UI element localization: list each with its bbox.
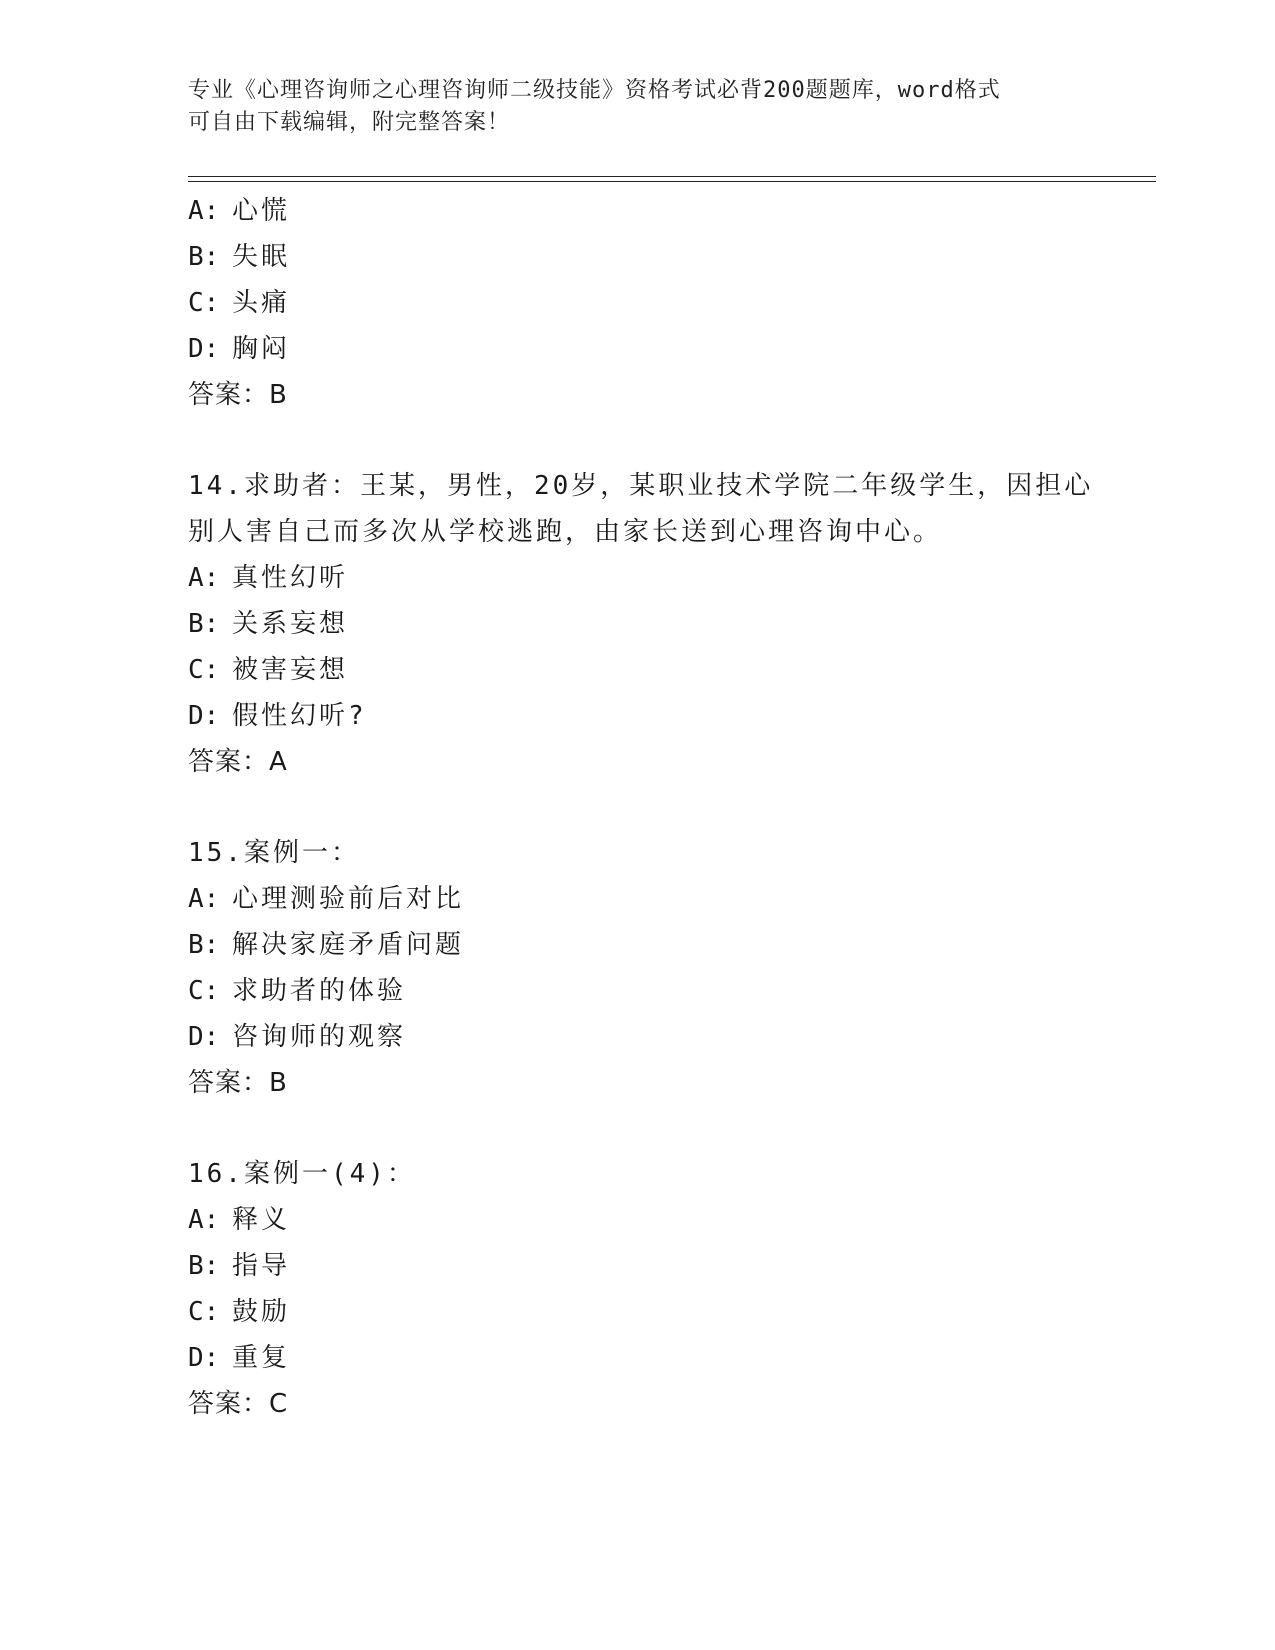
option-key: C: bbox=[188, 288, 220, 318]
option-text: 咨询师的观察 bbox=[232, 1022, 407, 1052]
option-key: D: bbox=[188, 1022, 220, 1052]
answer-line: 答案：C bbox=[188, 1389, 289, 1419]
option-text: 胸闷 bbox=[232, 334, 291, 364]
header-divider-bottom bbox=[188, 181, 1156, 182]
option-c bbox=[188, 280, 1128, 326]
option-text: 真性幻听 bbox=[232, 563, 349, 593]
option-text: 关系妄想 bbox=[232, 609, 349, 639]
option-c bbox=[188, 1289, 1128, 1335]
option-b bbox=[188, 1243, 1128, 1289]
option-text: 头痛 bbox=[232, 288, 291, 318]
option-key: B: bbox=[188, 930, 220, 960]
option-key: A: bbox=[188, 196, 220, 226]
option-text: 假性幻听? bbox=[232, 701, 367, 731]
option-text: 求助者的体验 bbox=[232, 976, 407, 1006]
option-text: 失眠 bbox=[232, 242, 291, 272]
question-stem-line-1: 15.案例一： bbox=[188, 838, 360, 868]
option-text: 鼓励 bbox=[232, 1297, 291, 1327]
question-15 bbox=[188, 830, 1128, 1106]
answer-line: 答案：A bbox=[188, 747, 288, 777]
option-a bbox=[188, 555, 1128, 601]
option-key: B: bbox=[188, 609, 220, 639]
option-key: C: bbox=[188, 655, 220, 685]
option-key: D: bbox=[188, 334, 220, 364]
option-a bbox=[188, 188, 1128, 234]
option-key: B: bbox=[188, 1251, 220, 1281]
option-key: D: bbox=[188, 1343, 220, 1373]
option-text: 心慌 bbox=[232, 196, 291, 226]
option-a bbox=[188, 876, 1128, 922]
option-key: A: bbox=[188, 884, 220, 914]
document-header bbox=[188, 75, 1068, 139]
option-b bbox=[188, 234, 1128, 280]
question-13 bbox=[188, 188, 1128, 418]
option-text: 心理测验前后对比 bbox=[232, 884, 465, 914]
option-d bbox=[188, 693, 1128, 739]
question-stem-line-2: 别人害自己而多次从学校逃跑，由家长送到心理咨询中心。 bbox=[188, 517, 943, 547]
option-key: C: bbox=[188, 976, 220, 1006]
question-16 bbox=[188, 1151, 1128, 1427]
option-key: A: bbox=[188, 1205, 220, 1235]
header-title-line-1: 专业《心理咨询师之心理咨询师二级技能》资格考试必背200题题库，word格式 bbox=[188, 78, 1001, 103]
option-b bbox=[188, 601, 1128, 647]
header-divider-top bbox=[188, 176, 1156, 177]
answer-line: 答案：B bbox=[188, 1068, 288, 1098]
option-text: 释义 bbox=[232, 1205, 291, 1235]
option-c bbox=[188, 647, 1128, 693]
option-text: 解决家庭矛盾问题 bbox=[232, 930, 465, 960]
question-14 bbox=[188, 463, 1128, 785]
question-stem-line-1: 16.案例一(4)： bbox=[188, 1159, 416, 1189]
option-key: B: bbox=[188, 242, 220, 272]
question-stem-line-1: 14.求助者：王某，男性，20岁，某职业技术学院二年级学生，因担心 bbox=[188, 471, 1094, 501]
header-title-line-2: 可自由下载编辑，附完整答案！ bbox=[188, 110, 511, 135]
option-b bbox=[188, 922, 1128, 968]
option-d bbox=[188, 326, 1128, 372]
option-key: C: bbox=[188, 1297, 220, 1327]
option-d bbox=[188, 1014, 1128, 1060]
answer-line: 答案：B bbox=[188, 380, 288, 410]
option-key: D: bbox=[188, 701, 220, 731]
option-d bbox=[188, 1335, 1128, 1381]
option-c bbox=[188, 968, 1128, 1014]
option-text: 重复 bbox=[232, 1343, 291, 1373]
option-text: 指导 bbox=[232, 1251, 291, 1281]
option-text: 被害妄想 bbox=[232, 655, 349, 685]
question-list bbox=[188, 188, 1128, 1472]
option-key: A: bbox=[188, 563, 220, 593]
option-a bbox=[188, 1197, 1128, 1243]
